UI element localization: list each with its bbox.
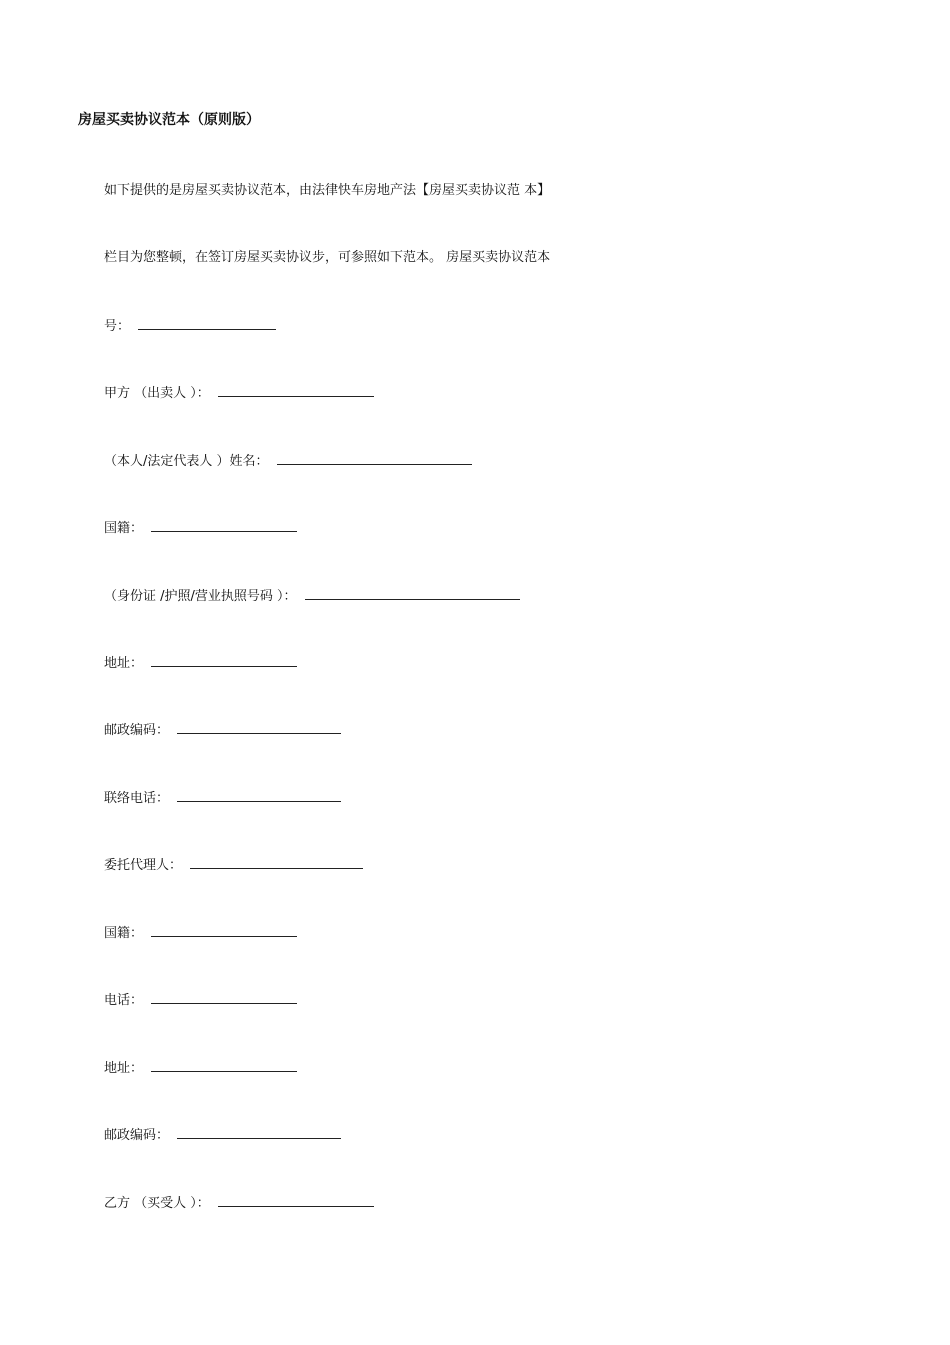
number-blank-line[interactable] xyxy=(138,317,276,330)
field-party-b xyxy=(104,1194,374,1213)
agent-address-blank-line[interactable] xyxy=(151,1059,297,1072)
party-a-nationality-blank-line[interactable] xyxy=(151,519,297,532)
agent-phone-blank-line[interactable] xyxy=(151,991,297,1004)
intro-text-2: 栏目为您整顿，在签订房屋买卖协议步，可参照如下范本。 房屋买卖协议范本 xyxy=(104,250,551,265)
party-a-name-blank-line[interactable] xyxy=(277,452,472,465)
field-party-a-postcode-label: 邮政编码： xyxy=(104,723,170,738)
field-party-a-id xyxy=(104,587,520,606)
field-agent-nationality xyxy=(104,924,297,943)
field-party-b-label: 乙方 （买受人 ）： xyxy=(104,1196,210,1211)
agent-blank-line[interactable] xyxy=(190,856,363,869)
party-a-id-blank-line[interactable] xyxy=(305,587,520,600)
field-agent-label: 委托代理人： xyxy=(104,858,183,873)
field-party-a-name xyxy=(104,452,472,471)
party-a-phone-blank-line[interactable] xyxy=(177,789,341,802)
party-a-address-blank-line[interactable] xyxy=(151,654,297,667)
field-agent-address xyxy=(104,1059,297,1078)
field-party-a-postcode xyxy=(104,721,341,740)
field-party-a-address xyxy=(104,654,297,673)
field-agent-phone xyxy=(104,991,297,1010)
party-a-postcode-blank-line[interactable] xyxy=(177,721,341,734)
field-party-a-nationality xyxy=(104,519,297,538)
party-a-blank-line[interactable] xyxy=(218,384,374,397)
party-b-blank-line[interactable] xyxy=(218,1194,374,1207)
field-party-a-phone-label: 联络电话： xyxy=(104,791,170,806)
field-number-label: 号： xyxy=(104,319,131,334)
field-party-a-id-label: （身份证 /护照/营业执照号码 ）： xyxy=(104,589,297,604)
field-agent-phone-label: 电话： xyxy=(104,993,144,1008)
field-party-a-name-label: （本人/法定代表人 ）姓名： xyxy=(104,454,269,469)
field-party-a-label: 甲方 （出卖人 ）： xyxy=(104,386,210,401)
field-number xyxy=(104,317,276,336)
document-title: 房屋买卖协议范本（原则版） xyxy=(78,112,260,128)
field-party-a-address-label: 地址： xyxy=(104,656,144,671)
field-party-a-phone xyxy=(104,789,341,808)
agent-postcode-blank-line[interactable] xyxy=(177,1126,341,1139)
field-agent-postcode xyxy=(104,1126,341,1145)
field-agent-nationality-label: 国籍： xyxy=(104,926,144,941)
field-party-a xyxy=(104,384,374,403)
field-party-a-nationality-label: 国籍： xyxy=(104,521,144,536)
field-agent-address-label: 地址： xyxy=(104,1061,144,1076)
intro-text-1: 如下提供的是房屋买卖协议范本，由法律快车房地产法【房屋买卖协议范 本】 xyxy=(104,183,551,198)
intro-line-2 xyxy=(104,249,550,267)
intro-line-1 xyxy=(104,182,550,200)
field-agent xyxy=(104,856,363,875)
agent-nationality-blank-line[interactable] xyxy=(151,924,297,937)
field-agent-postcode-label: 邮政编码： xyxy=(104,1128,170,1143)
